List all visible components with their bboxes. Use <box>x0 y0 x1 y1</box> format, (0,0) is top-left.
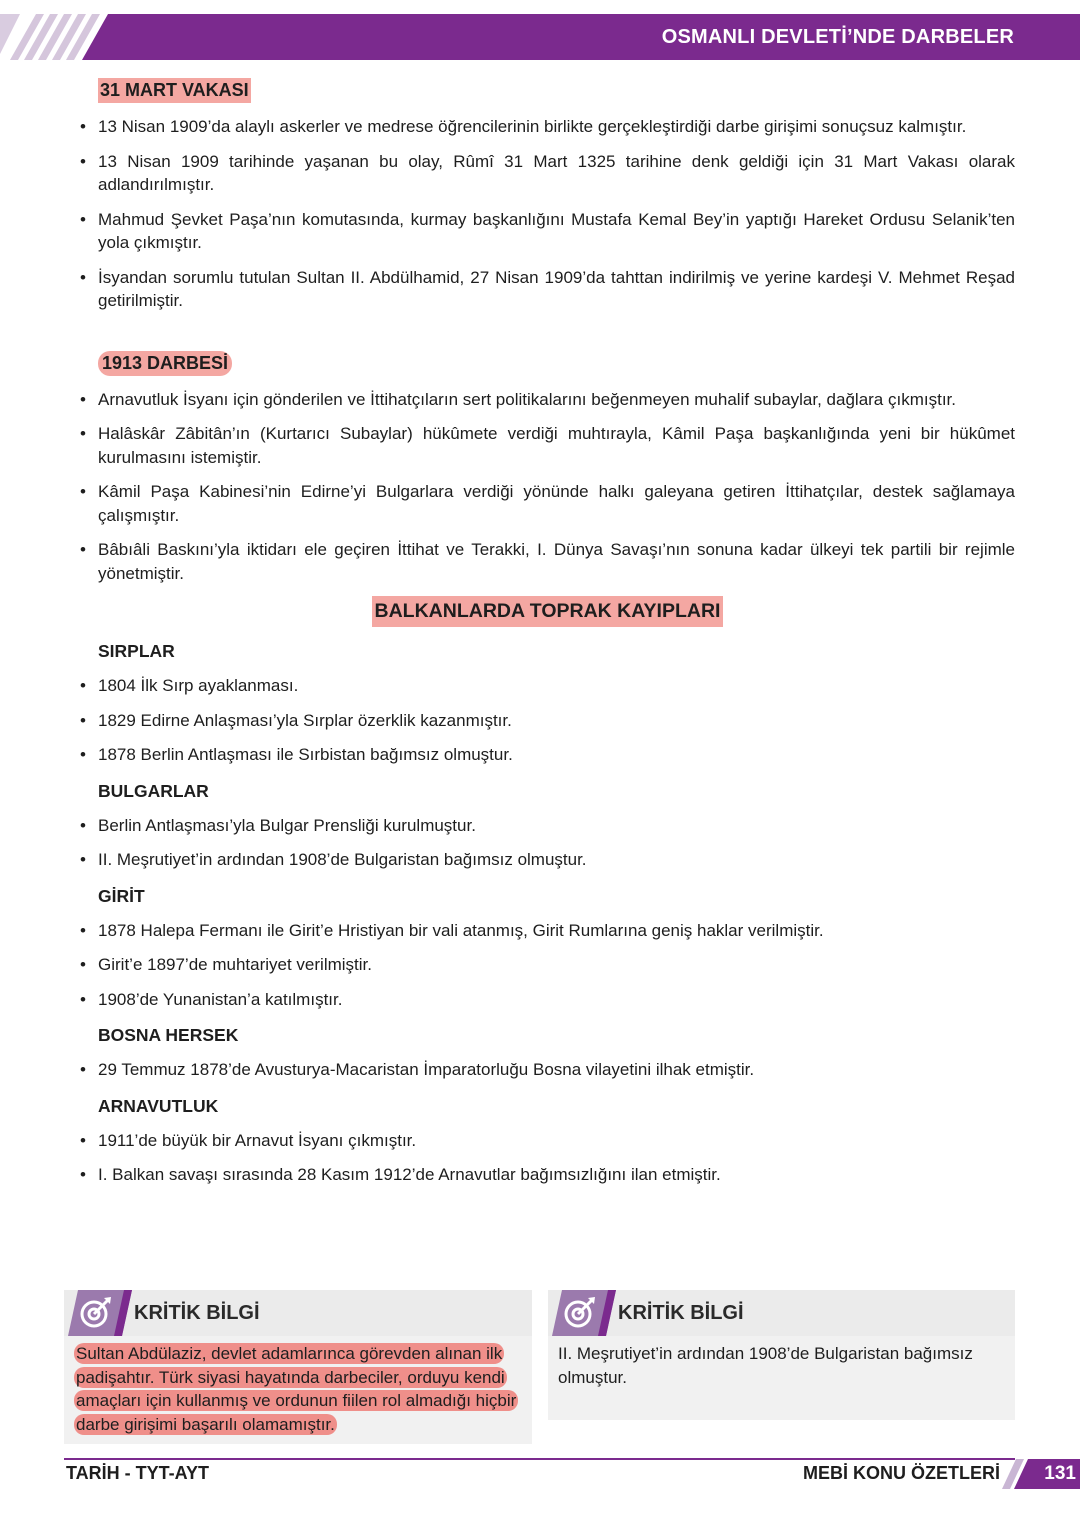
section-1913-darbesi <box>80 351 1015 586</box>
group-title: BULGARLAR <box>98 780 209 801</box>
group-girit <box>80 886 1015 1012</box>
group-title: BOSNA HERSEK <box>98 1025 239 1045</box>
header-title: OSMANLI DEVLETİ’NDE DARBELER <box>661 26 1014 48</box>
list-item: • 13 Nisan 1909’da alaylı askerler ve medrese öğrencilerinin birlikte gerçekleştirdiği darbe girişimi sonuçsuz kalmıştır. <box>80 115 1015 139</box>
critical-box-left <box>64 1290 532 1444</box>
group-title: GİRİT <box>98 885 145 906</box>
section-title-1913: 1913 DARBESİ <box>98 351 232 376</box>
list-item: • 1878 Berlin Antlaşması ile Sırbistan bağımsız olmuştur. <box>80 743 1015 767</box>
list-item: • II. Meşrutiyet’in ardından 1908’de Bulgaristan bağımsız olmuştur. <box>80 848 1015 872</box>
footer-divider <box>64 1458 1015 1460</box>
footer-subject: TARİH - TYT-AYT <box>66 1463 209 1483</box>
main-content <box>80 78 1015 1198</box>
page-header <box>0 14 1080 60</box>
critical-box-title: KRİTİK BİLGİ <box>618 1302 744 1324</box>
group-arnavutluk <box>80 1096 1015 1187</box>
group-list <box>80 674 1015 767</box>
footer-series: MEBİ KONU ÖZETLERİ <box>803 1463 1000 1483</box>
list-31-mart <box>80 115 1015 313</box>
critical-box-header <box>64 1290 532 1336</box>
page-number-text: 131 <box>1044 1463 1076 1484</box>
list-item: • 1804 İlk Sırp ayaklanması. <box>80 674 1015 698</box>
group-title: ARNAVUTLUK <box>98 1095 219 1116</box>
critical-box-body: II. Meşrutiyet’in ardından 1908’de Bulgaristan bağımsız olmuştur. <box>558 1344 973 1387</box>
group-title: SIRPLAR <box>98 641 175 661</box>
list-item: • Halâskâr Zâbitân’ın (Kurtarıcı Subaylar) hükûmete verdiği muhtırayla, Kâmil Paşa başkanlığında yeni bir hükûmet kurulmasını istemiştir. <box>80 422 1015 469</box>
list-item: • Arnavutluk İsyanı için gönderilen ve İttihatçıların sert politikalarını beğenmeyen muhalif subaylar, dağlara çıkmıştır. <box>80 388 1015 412</box>
critical-box-header <box>548 1290 1015 1336</box>
list-item: • 29 Temmuz 1878’de Avusturya-Macaristan İmparatorluğu Bosna vilayetini ilhak etmiştir. <box>80 1058 1015 1082</box>
group-list <box>80 814 1015 872</box>
list-item: • 1911’de büyük bir Arnavut İsyanı çıkmıştır. <box>80 1129 1015 1153</box>
target-icon <box>64 1290 132 1336</box>
list-item: • Bâbıâli Baskını’yla iktidarı ele geçiren İttihat ve Terakki, I. Dünya Savaşı’nın sonuna kadar ülkeyi tek partili bir rejimle yönetmiştir. <box>80 538 1015 585</box>
group-bulgarlar <box>80 781 1015 872</box>
group-bosna-hersek <box>80 1025 1015 1082</box>
section-title-31-mart: 31 MART VAKASI <box>98 78 251 103</box>
critical-box-body <box>64 1336 532 1444</box>
critical-box-right <box>548 1290 1015 1420</box>
list-item: • Girit’e 1897’de muhtariyet verilmiştir. <box>80 953 1015 977</box>
group-list <box>80 1129 1015 1187</box>
list-item: • I. Balkan savaşı sırasında 28 Kasım 1912’de Arnavutlar bağımsızlığını ilan etmiştir. <box>80 1163 1015 1187</box>
target-icon <box>548 1290 616 1336</box>
critical-text: Sultan Abdülaziz, devlet adamlarınca görevden alınan ilk padişahtır. Türk siyasi hayatında darbeciler, orduyu kendi amaçları için kullanmış ve ordunun fiilen rol almadığı hiçbir darbe girişimi başarılı olamamıştır. <box>76 1344 517 1434</box>
critical-box-title: KRİTİK BİLGİ <box>134 1302 260 1324</box>
balkan-title: BALKANLARDA TOPRAK KAYIPLARI <box>372 596 724 627</box>
list-item: • 1878 Halepa Fermanı ile Girit’e Hristiyan bir vali atanmış, Girit Rumlarına geniş haklar verilmiştir. <box>80 919 1015 943</box>
list-item: • İsyandan sorumlu tutulan Sultan II. Abdülhamid, 27 Nisan 1909’da tahttan indirilmiş ve yerine kardeşi V. Mehmet Reşad getirilmiştir. <box>80 266 1015 313</box>
section-title-balkan <box>80 596 1015 627</box>
page-number <box>1000 1459 1080 1489</box>
list-item: • Kâmil Paşa Kabinesi’nin Edirne’yi Bulgarlara verdiği yönünde halkı galeyana getiren İttihatçılar, destek sağlamaya çalışmıştır. <box>80 480 1015 527</box>
group-sirplar <box>80 641 1015 767</box>
list-item: • 1829 Edirne Anlaşması’yla Sırplar özerklik kazanmıştır. <box>80 709 1015 733</box>
group-list <box>80 919 1015 1012</box>
section-31-mart <box>80 78 1015 313</box>
list-1913 <box>80 388 1015 586</box>
list-item: • Berlin Antlaşması’yla Bulgar Prensliği kurulmuştur. <box>80 814 1015 838</box>
list-item: • Mahmud Şevket Paşa’nın komutasında, kurmay başkanlığını Mustafa Kemal Bey’in yaptığı Hareket Ordusu Selanik’ten yola çıkmıştır. <box>80 208 1015 255</box>
list-item: • 1908’de Yunanistan’a katılmıştır. <box>80 988 1015 1012</box>
group-list <box>80 1058 1015 1082</box>
list-item: • 13 Nisan 1909 tarihinde yaşanan bu olay, Rûmî 31 Mart 1325 tarihine denk geldiği için 31 Mart Vakası olarak adlandırılmıştır. <box>80 150 1015 197</box>
